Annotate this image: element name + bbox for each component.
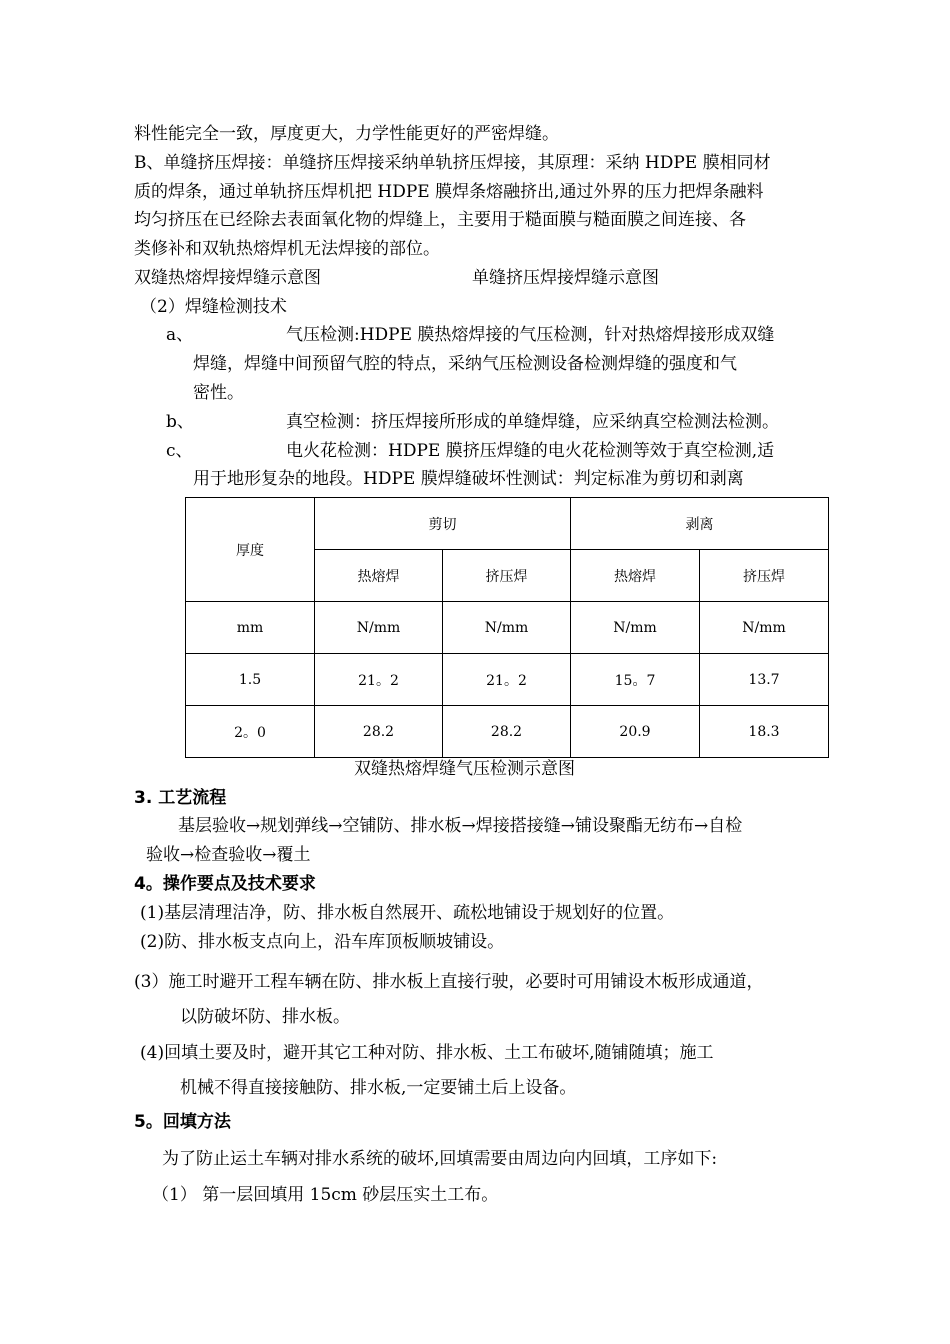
requirement-item: (2)防、排水板支点向上，沿车库顶板顺坡铺设。 [140, 932, 505, 952]
table-row [186, 654, 829, 706]
paragraph-line: B、单缝挤压焊接：单缝挤压焊接采纳单轨挤压焊接，其原理：采纳 HDPE 膜相同材 [134, 153, 771, 173]
header-shear: 剪切 [315, 498, 571, 550]
table-cell: N/mm [571, 602, 700, 654]
table-cell: 1.5 [186, 654, 315, 706]
paragraph-line: 料性能完全一致，厚度更大，力学性能更好的严密焊缝。 [134, 124, 559, 144]
weld-test-table [185, 497, 829, 758]
table-cell: 18.3 [700, 706, 829, 758]
table-cell: 2。0 [186, 706, 315, 758]
section-4-heading: 4。操作要点及技术要求 [134, 874, 316, 894]
process-flow-line: 验收→检查验收→覆土 [146, 845, 311, 865]
requirement-item: 以防破坏防、排水板。 [180, 1007, 350, 1027]
detection-heading: （2）焊缝检测技术 [140, 297, 287, 317]
table-cell: 28.2 [315, 706, 443, 758]
requirement-item: (1)基层清理洁净，防、排水板自然展开、疏松地铺设于规划好的位置。 [140, 903, 675, 923]
subheader-cell: 热熔焊 [315, 550, 443, 602]
item-c-line: 用于地形复杂的地段。HDPE 膜焊缝破坏性测试：判定标准为剪切和剥离 [193, 469, 744, 489]
table-cell: 13.7 [700, 654, 829, 706]
paragraph-line: 均匀挤压在已经除去表面氧化物的焊缝上，主要用于糙面膜与糙面膜之间连接、各 [134, 210, 746, 230]
table-caption: 双缝热熔焊缝气压检测示意图 [354, 759, 575, 779]
subheader-cell: 挤压焊 [443, 550, 571, 602]
table-cell: 21。2 [443, 654, 571, 706]
table-header-row [186, 498, 829, 550]
table-cell: 15。7 [571, 654, 700, 706]
table-row [186, 602, 829, 654]
figure-caption-right: 单缝挤压焊接焊缝示意图 [472, 268, 659, 288]
backfill-intro: 为了防止运土车辆对排水系统的破坏,回填需要由周边向内回填，工序如下: [162, 1149, 718, 1169]
section-5-heading: 5。回填方法 [134, 1112, 231, 1132]
item-b-label: b、 [166, 412, 194, 432]
subheader-cell: 挤压焊 [700, 550, 829, 602]
table-cell: N/mm [443, 602, 571, 654]
item-a-label: a、 [166, 325, 194, 345]
requirement-item: (4)回填土要及时，避开其它工种对防、排水板、土工布破坏,随铺随填；施工 [140, 1043, 714, 1063]
paragraph-line: 质的焊条，通过单轨挤压焊机把 HDPE 膜焊条熔融挤出,通过外界的压力把焊条融料 [134, 182, 764, 202]
table-cell: 28.2 [443, 706, 571, 758]
table-cell: N/mm [315, 602, 443, 654]
requirement-item: 机械不得直接接触防、排水板,一定要铺土后上设备。 [180, 1078, 577, 1098]
section-3-heading: 3. 工艺流程 [134, 788, 227, 808]
table-cell: 21。2 [315, 654, 443, 706]
table-cell: 20.9 [571, 706, 700, 758]
item-c-label: c、 [166, 441, 193, 461]
item-b-line: 真空检测：挤压焊接所形成的单缝焊缝，应采纳真空检测法检测。 [286, 412, 779, 432]
header-thickness: 厚度 [186, 498, 315, 602]
item-a-line: 焊缝，焊缝中间预留气腔的特点，采纳气压检测设备检测焊缝的强度和气 [193, 354, 737, 374]
item-a-line: 密性。 [193, 383, 244, 403]
table-cell: mm [186, 602, 315, 654]
header-peel: 剥离 [571, 498, 829, 550]
table-row [186, 706, 829, 758]
backfill-step: （1） 第一层回填用 15cm 砂层压实土工布。 [152, 1185, 499, 1205]
requirement-item: (3）施工时避开工程车辆在防、排水板上直接行驶，必要时可用铺设木板形成通道， [134, 972, 764, 992]
table-cell: N/mm [700, 602, 829, 654]
item-c-line: 电火花检测：HDPE 膜挤压焊缝的电火花检测等效于真空检测,适 [286, 441, 775, 461]
figure-caption-left: 双缝热熔焊接焊缝示意图 [134, 268, 321, 288]
paragraph-line: 类修补和双轨热熔焊机无法焊接的部位。 [134, 239, 440, 259]
subheader-cell: 热熔焊 [571, 550, 700, 602]
process-flow-line: 基层验收→规划弹线→空铺防、排水板→焊接搭接缝→铺设聚酯无纺布→自检 [178, 816, 743, 836]
item-a-line: 气压检测:HDPE 膜热熔焊接的气压检测，针对热熔焊接形成双缝 [286, 325, 775, 345]
